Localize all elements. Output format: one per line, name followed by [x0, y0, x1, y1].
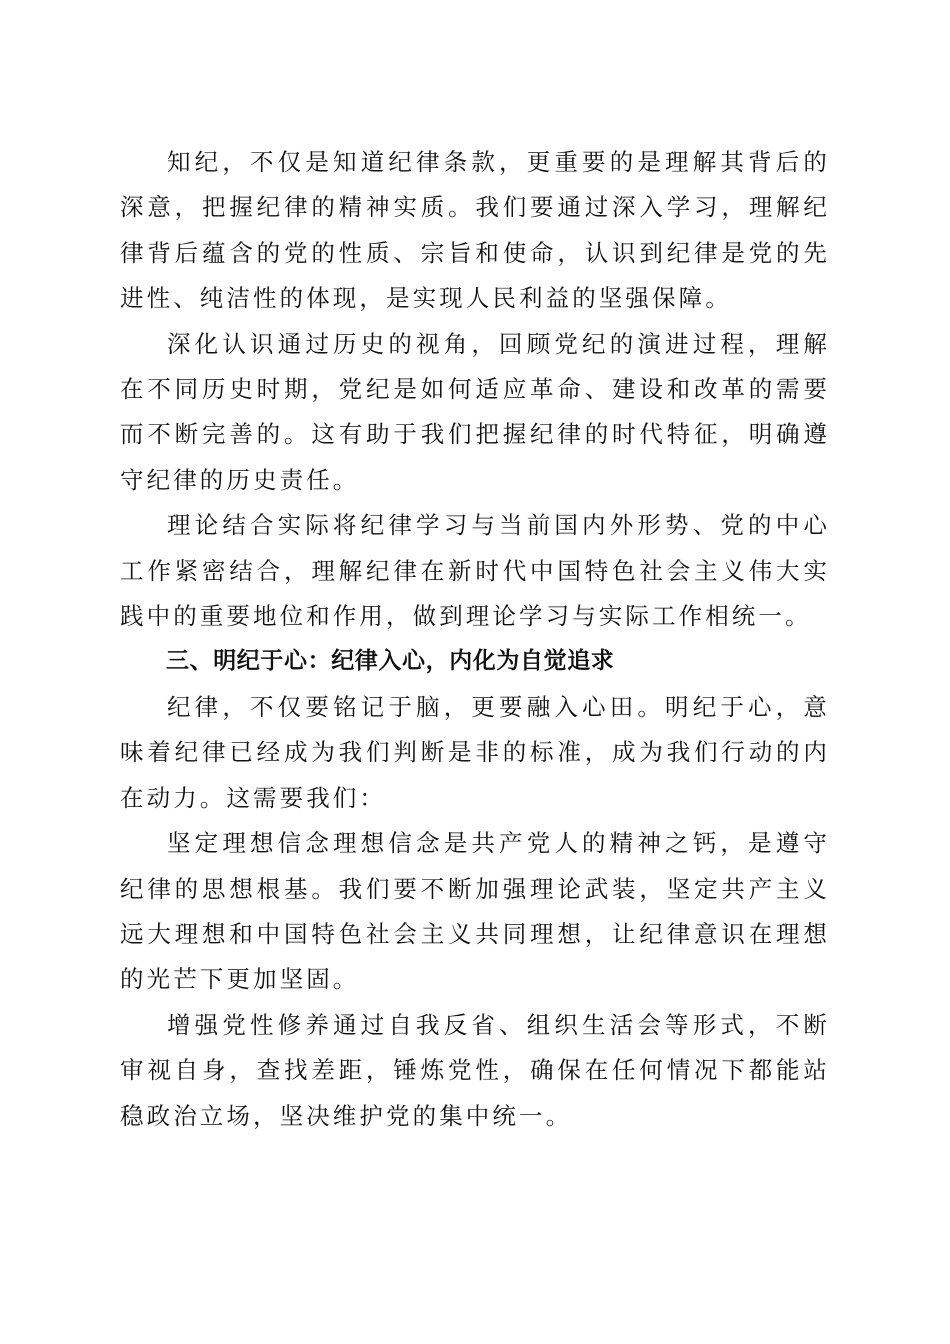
- paragraph-mingji-intro: 纪律，不仅要铭记于脑，更要融入心田。明纪于心，意味着纪律已经成为我们判断是非的标准，成为我们行动的内在动力。这需要我们：: [120, 692, 830, 812]
- document-body: [120, 140, 830, 1139]
- paragraph-firm-ideals: 坚定理想信念理想信念是共产党人的精神之钙，是遵守纪律的思想根基。我们要不断加强理论武装，坚定共产主义远大理想和中国特色社会主义共同理想，让纪律意识在理想的光芒下更加坚固。: [120, 829, 830, 994]
- paragraph-deepen-understanding: 深化认识通过历史的视角，回顾党纪的演进过程，理解在不同历史时期，党纪是如何适应革命、建设和改革的需要而不断完善的。这有助于我们把握纪律的时代特征，明确遵守纪律的历史责任。: [120, 329, 830, 494]
- paragraph-zhiji: 知纪，不仅是知道纪律条款，更重要的是理解其背后的深意，把握纪律的精神实质。我们要通过深入学习，理解纪律背后蕴含的党的性质、宗旨和使命，认识到纪律是党的先进性、纯洁性的体现，是实现人民利益的坚强保障。: [120, 148, 830, 313]
- paragraph-theory-practice: 理论结合实际将纪律学习与当前国内外形势、党的中心工作紧密结合，理解纪律在新时代中国特色社会主义伟大实践中的重要地位和作用，做到理论学习与实际工作相统一。: [120, 511, 830, 631]
- section-heading: 三、明纪于心：纪律入心，内化为自觉追求: [166, 648, 615, 675]
- paragraph-party-spirit: 增强党性修养通过自我反省、组织生活会等形式，不断审视自身，查找差距，锤炼党性，确保在任何情况下都能站稳政治立场，坚决维护党的集中统一。: [120, 1010, 830, 1130]
